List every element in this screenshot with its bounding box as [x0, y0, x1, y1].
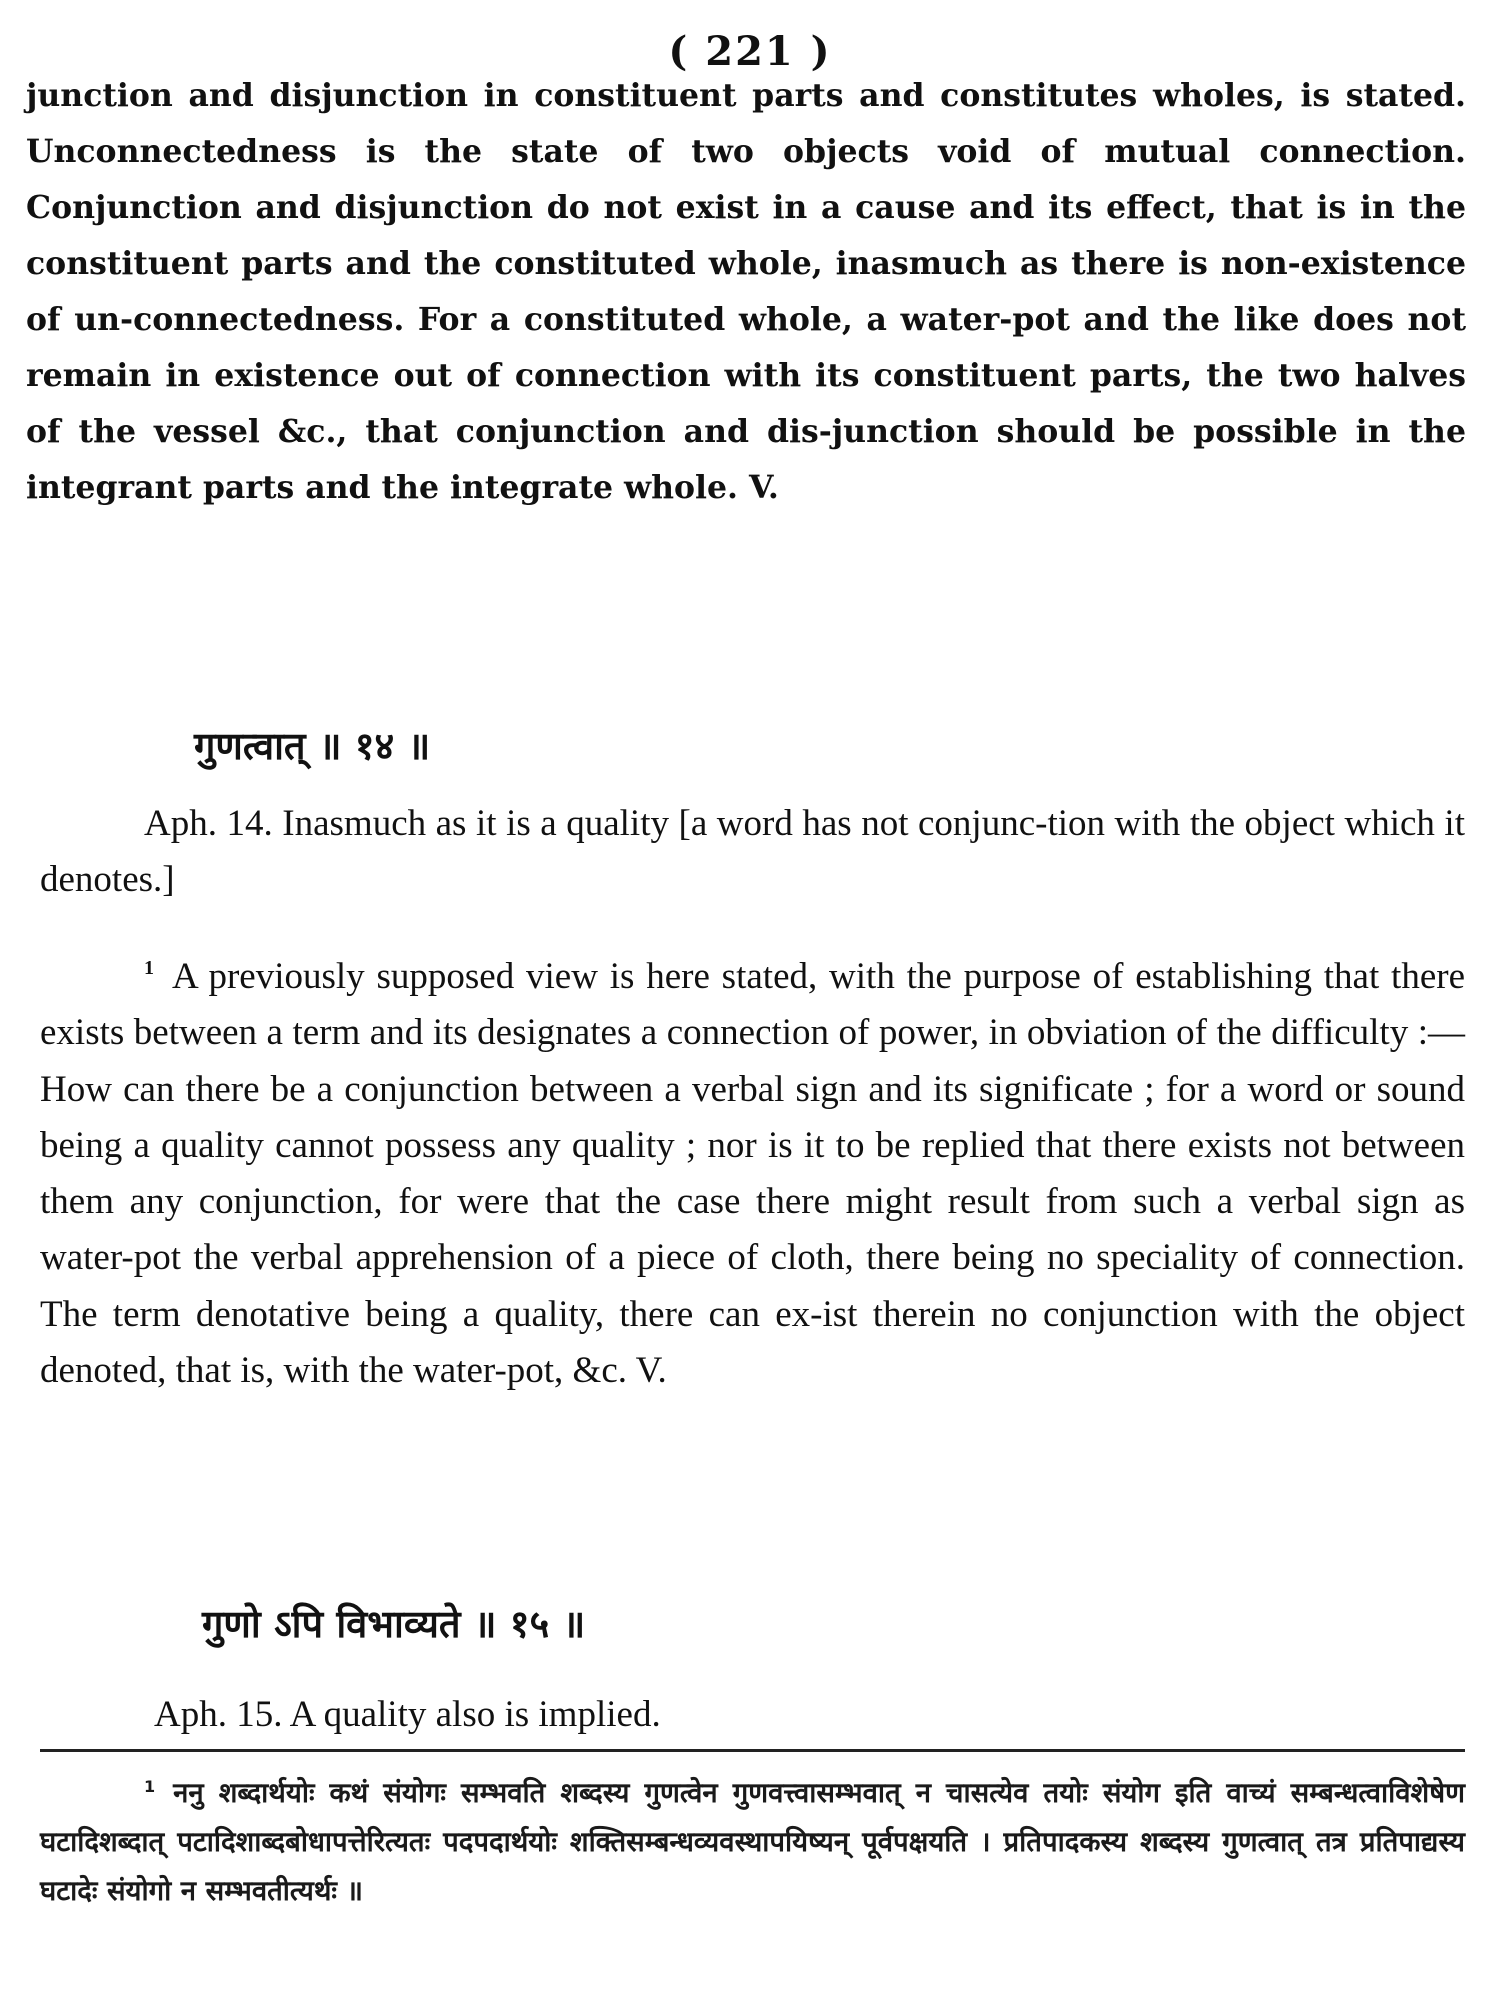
footnote-text: ननु शब्दार्थयोः कथं संयोगः सम्भवति शब्दस्य गुणत्वेन गुणवत्त्वासम्भवात् न चासत्येव तयोः संयोग इति वाच्यं सम्बन्धत्वाविशेषेण घटादिशब्दात् पटादिशाब्दबोधापत्तेरित्यतः पदपदार्थयोः शक्तिसम्बन्धव्यवस्थापयिष्यन् पूर्वपक्षयति । प्रतिपादकस्य शब्दस्य गुणत्वात् तत्र प्रतिपाद्यस्य घटादेः संयोगो न सम्भवतीत्यर्थः ॥ [40, 1777, 1465, 1907]
commentary-text: A previously supposed view is here stated, with the purpose of establishing that there exists between a term and its designates a connection of power, in obviation of the difficulty :—How can there be a conjunction between a verbal sign and its significate ; for a word or sound being a quality cannot possess any quality ; nor is it to be replied that there exists not between them any conjunction, for were that the case there might result from such a verbal sign as water-pot the verbal apprehension of a piece of cloth, there being no speciality of connection. The term denotative being a quality, there can ex-ist therein no conjunction with the object denoted, that is, with the water-pot, &c. V. [40, 956, 1465, 1392]
sanskrit-footnote [40, 1762, 1465, 1916]
aphorism-15: Aph. 15. A quality also is implied. [154, 1694, 661, 1735]
page-number: ( 221 ) [668, 28, 832, 75]
footnote-marker: 1 [144, 957, 154, 979]
commentary-14 [40, 940, 1465, 1399]
opening-paragraph: junction and disjunction in constituent parts and constitutes wholes, is stated. Unconnectedness is the state of two objects void of mutual connection. Conjunction and disjunction do not exist in a cause and its effect, that is in the constituent parts and the constituted whole, inasmuch as there is non-existence of un-connectedness. For a constituted whole, a water-pot and the like does not remain in existence out of connection with its constituent parts, the two halves of the vessel &c., that conjunction and dis-junction should be possible in the integrant parts and the integrate whole. V. [26, 77, 1466, 506]
sutra-15: गुणो ऽपि विभाव्यते ॥ १५ ॥ [202, 1602, 586, 1646]
footnote-divider [40, 1749, 1465, 1752]
footnote-number: 1 [144, 1777, 156, 1796]
aphorism-14: Aph. 14. Inasmuch as it is a quality [a word has not conjunc-tion with the object which it denotes.] [40, 803, 1465, 900]
sutra-14: गुणत्वात् ॥ १४ ॥ [194, 724, 431, 768]
